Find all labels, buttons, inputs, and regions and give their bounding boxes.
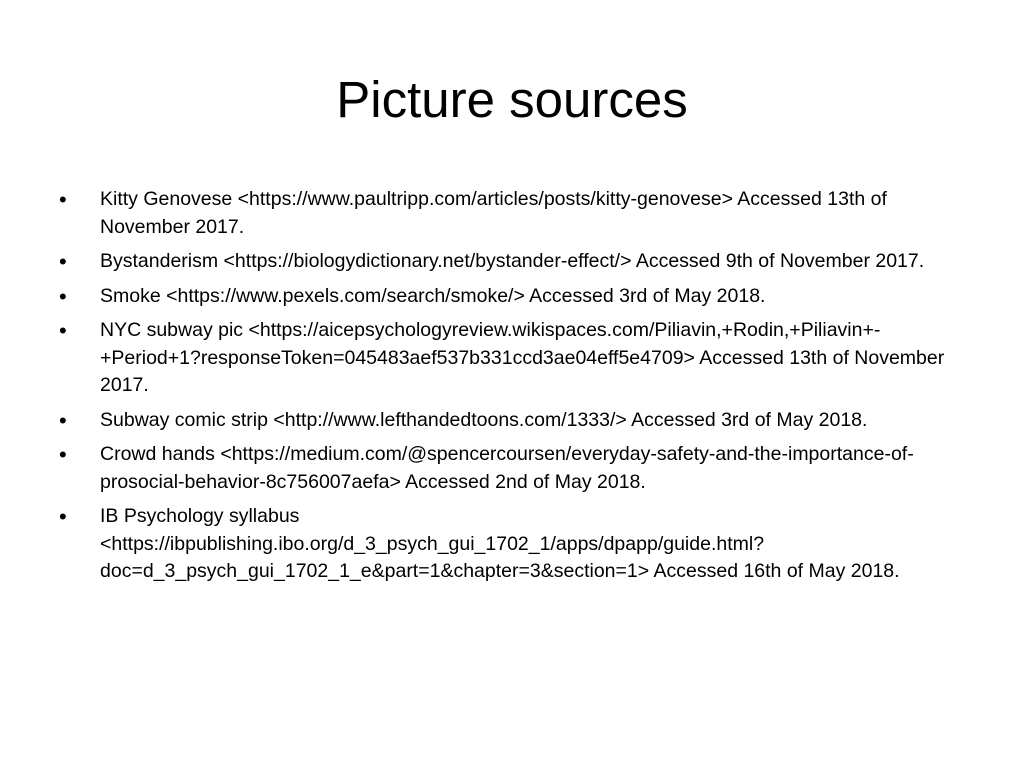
list-item (59, 407, 949, 435)
list-item (59, 441, 949, 496)
bullet-text: NYC subway pic <https://aicepsychologyreview.wikispaces.com/Piliavin,+Rodin,+Piliavin+-+Period+1?responseToken=045483aef537b331ccd3ae04eff5e4709> Accessed 13th of November 2017. (100, 319, 945, 396)
bullet-text: Subway comic strip <http://www.lefthandedtoons.com/1333/> Accessed 3rd of May 2018. (100, 408, 868, 431)
slide-title: Picture sources (336, 71, 688, 128)
bullet-text: Crowd hands <https://medium.com/@spencercoursen/everyday-safety-and-the-importance-of-prosocial-behavior-8c756007aefa> Accessed 2nd of May 2018. (100, 443, 914, 493)
bullet-icon: • (59, 187, 67, 212)
bullet-icon: • (59, 283, 67, 309)
list-item (59, 248, 949, 276)
list-item (59, 283, 949, 311)
list-item (59, 503, 949, 586)
bullet-list (59, 186, 949, 593)
bullet-text: Smoke <https://www.pexels.com/search/smoke/> Accessed 3rd of May 2018. (100, 284, 766, 307)
bullet-icon: • (59, 407, 67, 433)
bullet-text: Bystanderism <https://biologydictionary.net/bystander-effect/> Accessed 9th of November 2017. (100, 250, 925, 272)
list-item (59, 317, 949, 400)
bullet-icon: • (59, 442, 67, 467)
list-item (59, 186, 949, 241)
bullet-icon: • (59, 504, 67, 529)
bullet-icon: • (59, 249, 67, 274)
bullet-text: Kitty Genovese <https://www.paultripp.com/articles/posts/kitty-genovese> Accessed 13th of November 2017. (100, 188, 887, 238)
bullet-icon: • (59, 318, 67, 343)
bullet-text: IB Psychology syllabus <https://ibpublishing.ibo.org/d_3_psych_gui_1702_1/apps/dpapp/guide.html?doc=d_3_psych_gui_1702_1_e&part=1&chapter=3&section=1> Accessed 16th of May 2018. (100, 505, 900, 582)
